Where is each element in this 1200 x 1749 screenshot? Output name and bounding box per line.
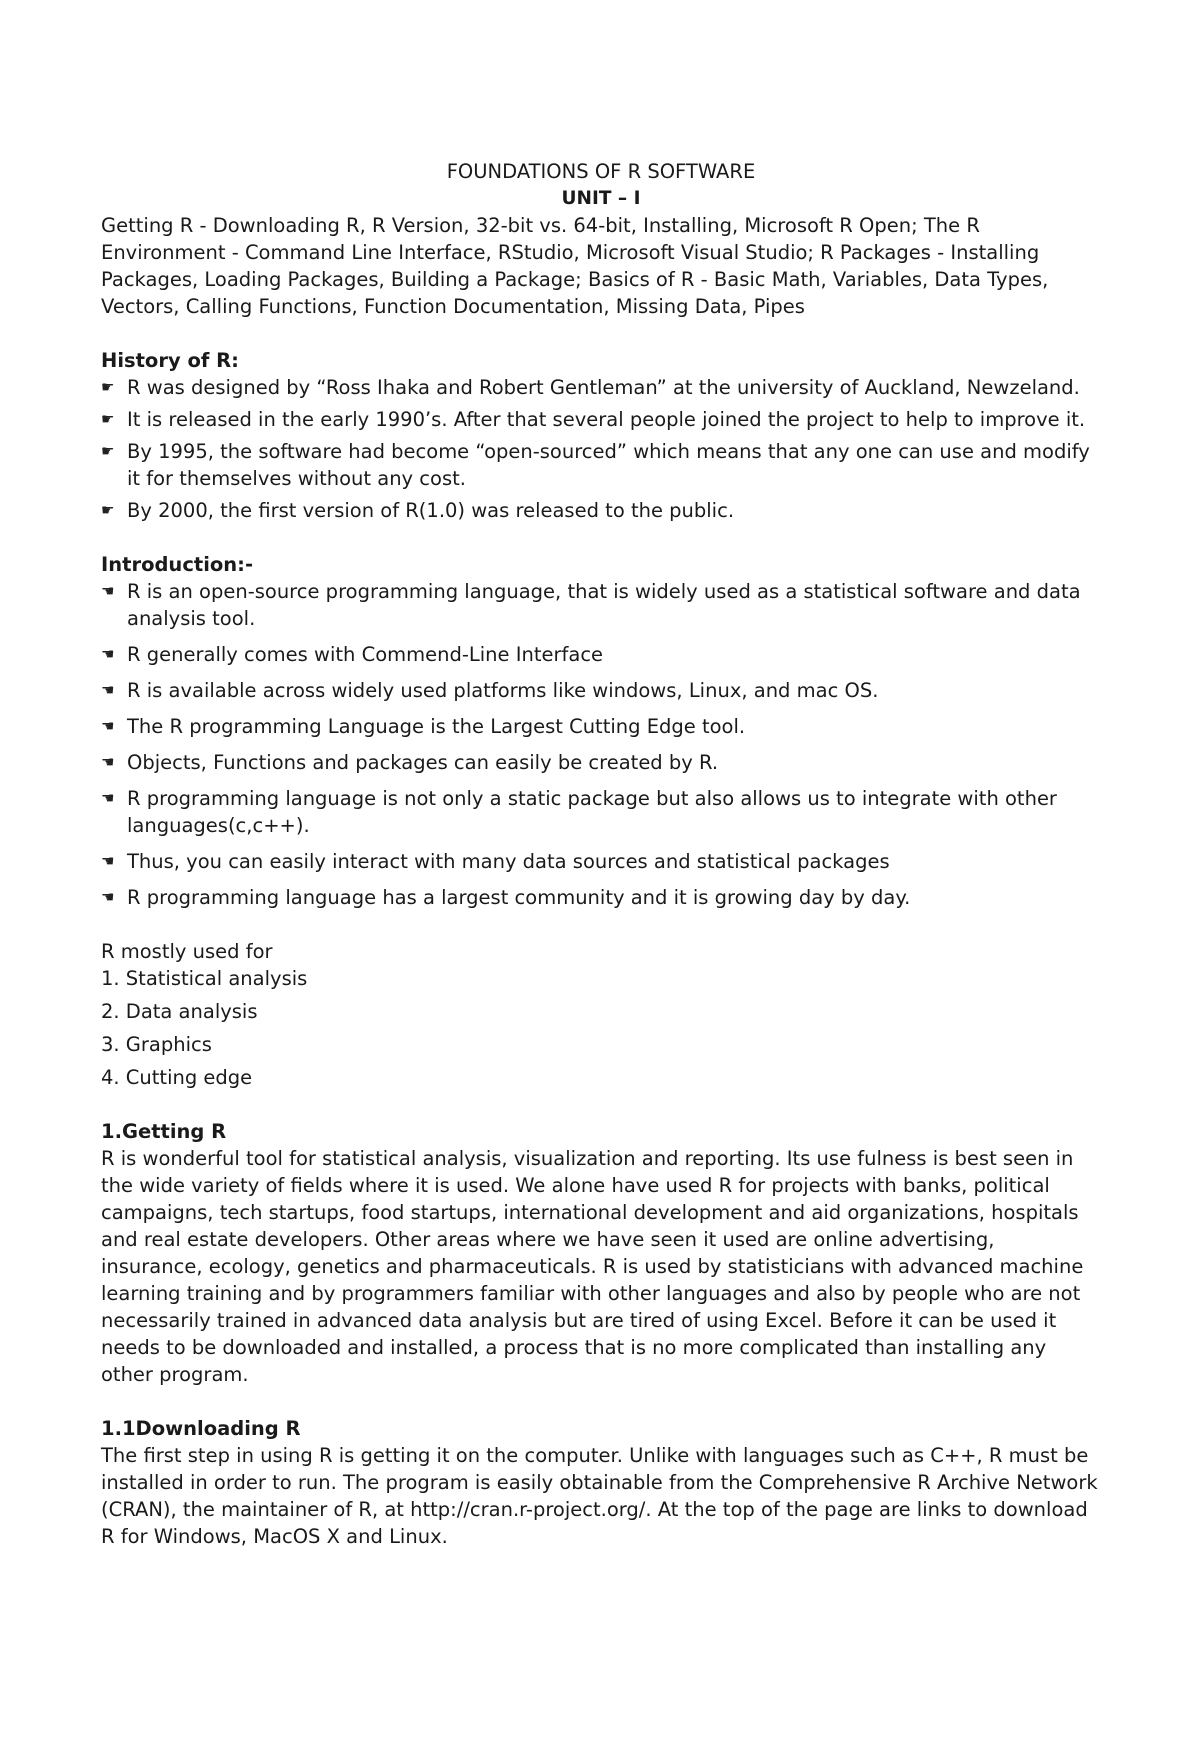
list-item	[101, 641, 1101, 668]
getting-r-paragraph: R is wonderful tool for statistical analysis, visualization and reporting. Its use fulness is best seen in the wide variety of fields where it is used. We alone have used R for projects with banks, political campaigns, tech startups, food startups, international development and aid organizations, hospitals and real estate developers. Other areas where we have seen it used are online advertising, insurance, ecology, genetics and pharmaceuticals. R is used by statisticians with advanced machine learning training and by programmers familiar with other languages and also by people who are not necessarily trained in advanced data analysis but are tired of using Excel. Before it can be used it needs to be downloaded and installed, a process that is no more complicated than installing any other program.	[101, 1147, 1084, 1386]
list-item	[101, 406, 1101, 433]
list-item-text: It is released in the early 1990’s. After that several people joined the project to help to improve it.	[127, 408, 1086, 431]
uses-list	[101, 965, 1101, 1091]
uses-lead: R mostly used for	[101, 940, 273, 963]
list-item: 1. Statistical analysis	[101, 967, 308, 990]
unit-title: UNIT – I	[561, 188, 641, 209]
pointing-hand-icon: ☛	[101, 410, 115, 428]
history-heading: History of R:	[101, 349, 239, 372]
list-item-text: Thus, you can easily interact with many data sources and statistical packages	[127, 850, 890, 873]
introduction-heading: Introduction:-	[101, 553, 254, 576]
syllabus-paragraph: Getting R - Downloading R, R Version, 32-bit vs. 64-bit, Installing, Microsoft R Open; The R Environment - Command Line Interface, RStudio, Microsoft Visual Studio; R Packages - Installing Packages, Loading Packages, Building a Package; Basics of R - Basic Math, Variables, Data Types, Vectors, Calling Functions, Function Documentation, Missing Data, Pipes	[101, 214, 1049, 318]
list-item	[101, 677, 1101, 704]
list-item: 3. Graphics	[101, 1033, 212, 1056]
list-item	[101, 848, 1101, 875]
downloading-r-paragraph: The first step in using R is getting it on the computer. Unlike with languages such as C++, R must be installed in order to run. The program is easily obtainable from the Comprehensive R Archive Network (CRAN), the maintainer of R, at http://cran.r-project.org/. At the top of the page are links to download R for Windows, MacOS X and Linux.	[101, 1444, 1098, 1548]
hand-icon: ☚	[101, 888, 115, 906]
pointing-hand-icon: ☛	[101, 442, 115, 460]
list-item-text: R was designed by “Ross Ihaka and Robert Gentleman” at the university of Auckland, Newzeland.	[127, 376, 1080, 399]
list-item-text: R programming language has a largest community and it is growing day by day.	[127, 886, 911, 909]
list-item	[101, 438, 1101, 492]
list-item-text: By 2000, the first version of R(1.0) was released to the public.	[127, 499, 735, 522]
list-item-text: R programming language is not only a static package but also allows us to integrate with other languages(c,c++).	[127, 787, 1057, 837]
list-item-text: R is an open-source programming language, that is widely used as a statistical software and data analysis tool.	[127, 580, 1081, 630]
list-item	[101, 578, 1101, 632]
getting-r-heading: 1.Getting R	[101, 1120, 227, 1143]
hand-icon: ☚	[101, 753, 115, 771]
list-item	[101, 749, 1101, 776]
list-item-text: R generally comes with Commend-Line Interface	[127, 643, 604, 666]
hand-icon: ☚	[101, 582, 115, 600]
list-item-text: The R programming Language is the Largest Cutting Edge tool.	[127, 715, 746, 738]
hand-icon: ☚	[101, 789, 115, 807]
downloading-r-heading: 1.1Downloading R	[101, 1417, 301, 1440]
list-item: 4. Cutting edge	[101, 1066, 253, 1089]
list-item	[101, 497, 1101, 524]
list-item	[101, 713, 1101, 740]
hand-icon: ☚	[101, 681, 115, 699]
hand-icon: ☚	[101, 645, 115, 663]
list-item	[101, 374, 1101, 401]
hand-icon: ☚	[101, 852, 115, 870]
hand-icon: ☚	[101, 717, 115, 735]
list-item: 2. Data analysis	[101, 1000, 258, 1023]
list-item-text: By 1995, the software had become “open-sourced” which means that any one can use and modify it for themselves without any cost.	[127, 440, 1090, 490]
history-list	[101, 374, 1101, 524]
document-content	[101, 158, 1101, 1550]
pointing-hand-icon: ☛	[101, 378, 115, 396]
document-title: FOUNDATIONS OF R SOFTWARE	[446, 160, 756, 183]
list-item	[101, 884, 1101, 911]
introduction-list	[101, 578, 1101, 911]
list-item-text: Objects, Functions and packages can easily be created by R.	[127, 751, 719, 774]
list-item-text: R is available across widely used platforms like windows, Linux, and mac OS.	[127, 679, 879, 702]
pointing-hand-icon: ☛	[101, 501, 115, 519]
list-item	[101, 785, 1101, 839]
